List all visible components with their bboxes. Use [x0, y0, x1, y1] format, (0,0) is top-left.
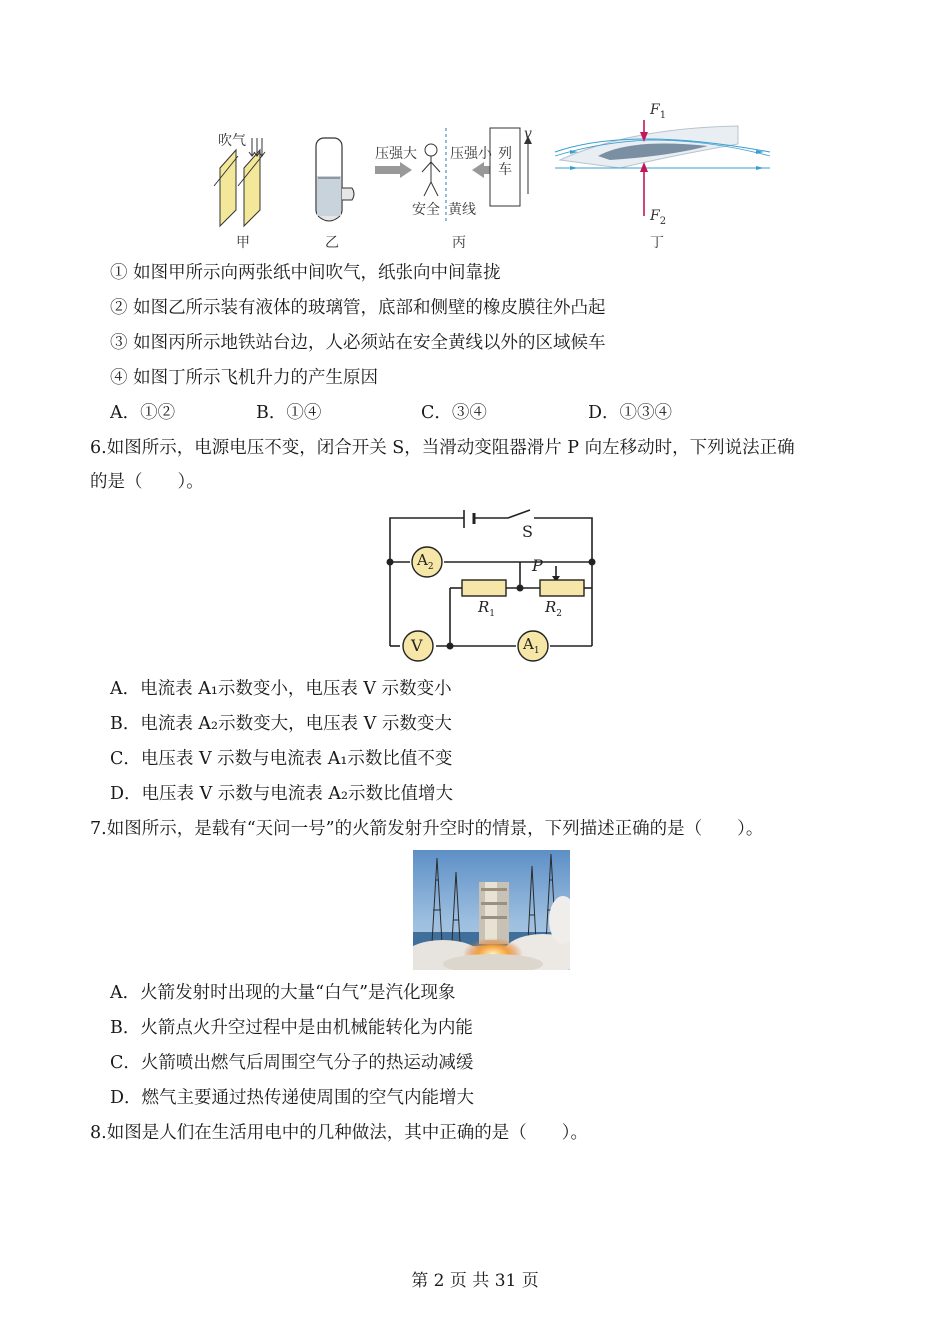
q6-option-b: B．电流表 A₂示数变大，电压表 V 示数变大 [110, 714, 452, 734]
ammeter-a2-letter: A [417, 551, 428, 569]
q7-stem: 7.如图所示，是载有“天问一号”的火箭发射升空时的情景，下列描述正确的是（ ）。 [90, 819, 764, 839]
ammeter-a2-sub: 2 [427, 562, 434, 572]
r2-letter: R [545, 598, 557, 616]
r1-sub: 1 [489, 609, 496, 619]
blow-label: 吹气 [218, 133, 246, 149]
panel-label-yi: 乙 [325, 235, 339, 251]
q7-option-d: D．燃气主要通过热传递使周围的空气内能增大 [110, 1088, 475, 1108]
q5-option-b: B．①④ [256, 403, 322, 423]
slider-label: P [532, 556, 543, 575]
r1-letter: R [478, 598, 490, 616]
q5-figure [200, 98, 790, 258]
q5-statement-2: ② 如图乙所示装有液体的玻璃管，底部和侧壁的橡皮膜往外凸起 [110, 298, 606, 318]
ammeter-a1 [523, 635, 540, 656]
yellow-line-label: 黄线 [448, 202, 476, 218]
q5-statement-1: ① 如图甲所示向两张纸中间吹气，纸张向中间靠拢 [110, 263, 501, 283]
resistor-r2-label [545, 598, 562, 619]
voltmeter: V [411, 636, 423, 655]
q6-option-a: A．电流表 A₁示数变小，电压表 V 示数变小 [110, 679, 452, 699]
q6-stem-line2: 的是（ ）。 [90, 472, 204, 492]
force2-label [650, 208, 666, 227]
q5-option-d: D．①③④ [588, 403, 673, 423]
switch-label: S [522, 522, 533, 541]
force1-subscript: 1 [659, 109, 667, 121]
q8-stem: 8.如图是人们在生活用电中的几种做法，其中正确的是（ ）。 [90, 1123, 588, 1143]
panel-label-jia: 甲 [236, 235, 250, 251]
ammeter-a1-letter: A [523, 635, 534, 653]
q7-option-b: B．火箭点火升空过程中是由机械能转化为内能 [110, 1018, 473, 1038]
force1-label [650, 102, 666, 121]
q6-option-d: D．电压表 V 示数与电流表 A₂示数比值增大 [110, 784, 454, 804]
panel-ding-drawing [555, 120, 770, 216]
q7-option-a: A．火箭发射时出现的大量“白气”是汽化现象 [110, 983, 456, 1003]
q5-statement-3: ③ 如图丙所示地铁站台边，人必须站在安全黄线以外的区域候车 [110, 333, 606, 353]
q6-circuit-diagram [380, 500, 605, 668]
safety-label: 安全 [412, 202, 440, 218]
panel-jia-drawing [214, 138, 265, 226]
force2-symbol: F [650, 208, 660, 224]
page-footer: 第 2 页 共 31 页 [411, 1271, 539, 1291]
q5-option-c: C．③④ [421, 403, 487, 423]
rocket-launch-photo [413, 850, 570, 970]
panel-label-bing: 丙 [452, 235, 466, 251]
resistor-r1-label [478, 598, 495, 619]
velocity-label: v [524, 126, 532, 142]
panel-yi-drawing [316, 138, 354, 221]
pressure-big-label: 压强大 [375, 146, 417, 162]
r2-sub: 2 [556, 609, 563, 619]
ammeter-a2 [417, 551, 434, 572]
ammeter-a1-sub: 1 [533, 646, 540, 656]
q7-option-c: C．火箭喷出燃气后周围空气分子的热运动减缓 [110, 1053, 474, 1073]
q6-option-c: C．电压表 V 示数与电流表 A₁示数比值不变 [110, 749, 453, 769]
q5-statement-4: ④ 如图丁所示飞机升力的产生原因 [110, 368, 379, 388]
rocket-photo-svg [413, 850, 570, 970]
force1-symbol: F [650, 102, 660, 118]
pressure-small-label: 压强小 [450, 146, 492, 162]
q6-stem-line1: 6.如图所示，电源电压不变，闭合开关 S，当滑动变阻器滑片 P 向左移动时，下列说法正确 [90, 438, 795, 458]
train-label: 列车 [498, 146, 512, 178]
q5-figure-svg [200, 98, 790, 258]
q5-option-a: A．①② [110, 403, 176, 423]
force2-subscript: 2 [659, 215, 667, 227]
panel-label-ding: 丁 [650, 235, 664, 251]
